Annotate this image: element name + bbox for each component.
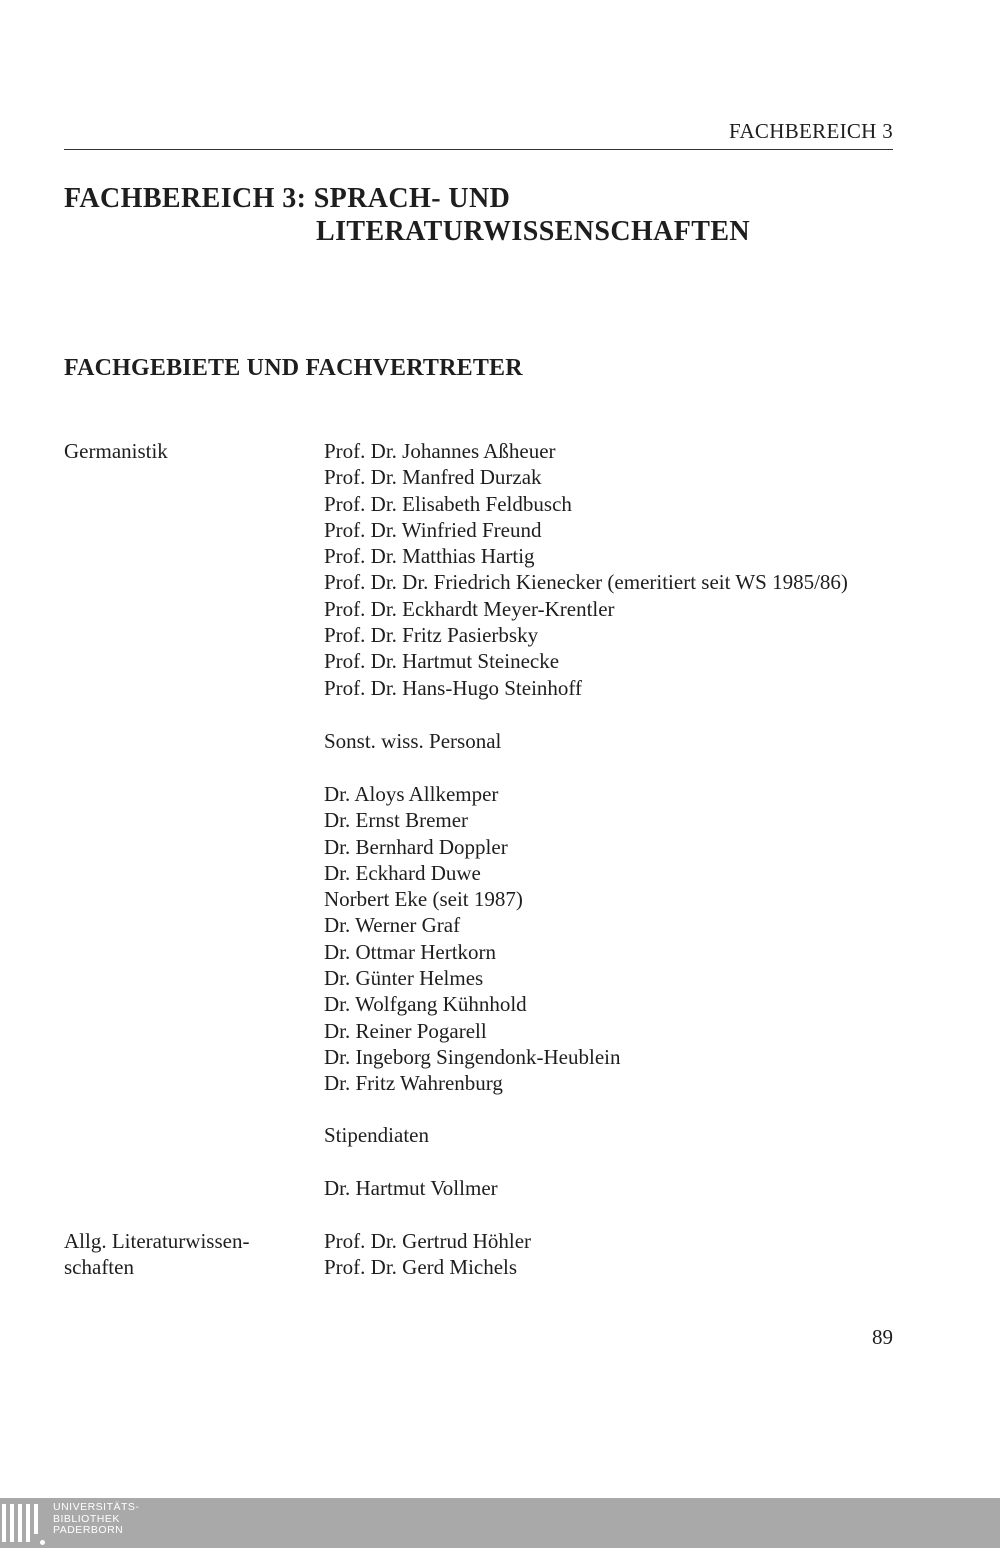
allg-lit-professor-list — [324, 1228, 531, 1281]
list-item: Prof. Dr. Manfred Durzak — [324, 465, 542, 490]
list-item: Dr. Wolfgang Kühnhold — [324, 992, 527, 1017]
list-item: Dr. Fritz Wahrenburg — [324, 1071, 503, 1096]
chapter-title-line-1: FACHBEREICH 3: SPRACH- UND — [64, 183, 511, 214]
list-item: Dr. Werner Graf — [324, 913, 461, 938]
library-footer-banner — [0, 1498, 1000, 1548]
subject-label-germanistik — [64, 438, 168, 464]
page-number: 89 — [872, 1325, 893, 1349]
subject-label: Germanistik — [64, 439, 168, 463]
subject-label-line-2: schaften — [64, 1255, 134, 1280]
list-item: Norbert Eke (seit 1987) — [324, 887, 523, 912]
list-item: Prof. Dr. Winfried Freund — [324, 517, 542, 542]
staff-heading — [324, 728, 501, 754]
list-item: Prof. Dr. Eckhardt Meyer-Krentler — [324, 596, 615, 621]
list-item: Dr. Ottmar Hertkorn — [324, 939, 497, 964]
running-head: FACHBEREICH 3 — [729, 119, 893, 143]
list-item: Prof. Dr. Dr. Friedrich Kienecker (emeritiert seit WS 1985/86) — [324, 570, 848, 595]
list-item: Prof. Dr. Matthias Hartig — [324, 544, 535, 569]
chapter-title-line-2: LITERATURWISSENSCHAFTEN — [316, 216, 751, 247]
list-item: Prof. Dr. Fritz Pasierbsky — [324, 623, 539, 648]
library-logo-icon — [2, 1504, 46, 1544]
germanistik-professor-list — [324, 438, 848, 701]
list-item: Dr. Bernhard Doppler — [324, 834, 508, 859]
list-item: Prof. Dr. Elisabeth Feldbusch — [324, 491, 572, 516]
list-item: Dr. Ernst Bremer — [324, 808, 469, 833]
subject-label-allg-lit — [64, 1228, 249, 1281]
list-item: Prof. Dr. Hans-Hugo Steinhoff — [324, 675, 583, 700]
list-item: Dr. Ingeborg Singendonk-Heublein — [324, 1044, 621, 1069]
library-logo-text: UNIVERSITÄTS- BIBLIOTHEK PADERBORN — [53, 1501, 140, 1536]
list-item: Dr. Günter Helmes — [324, 966, 484, 991]
header-rule — [64, 149, 893, 150]
fellows-list — [324, 1175, 498, 1201]
staff-list — [324, 781, 620, 1097]
subsection-label: Stipendiaten — [324, 1123, 429, 1147]
list-item: Dr. Eckhard Duwe — [324, 860, 481, 885]
subsection-label: Sonst. wiss. Personal — [324, 729, 502, 753]
list-item: Dr. Hartmut Vollmer — [324, 1176, 498, 1200]
list-item: Dr. Reiner Pogarell — [324, 1018, 487, 1043]
list-item: Prof. Dr. Gerd Michels — [324, 1255, 518, 1280]
subject-label-line-1: Allg. Literaturwissen- — [64, 1229, 250, 1253]
list-item: Prof. Dr. Johannes Aßheuer — [324, 439, 556, 463]
fellows-heading — [324, 1122, 429, 1148]
list-item: Dr. Aloys Allkemper — [324, 782, 499, 806]
section-heading: FACHGEBIETE UND FACHVERTRETER — [64, 355, 523, 381]
list-item: Prof. Dr. Hartmut Steinecke — [324, 649, 560, 674]
list-item: Prof. Dr. Gertrud Höhler — [324, 1229, 532, 1253]
